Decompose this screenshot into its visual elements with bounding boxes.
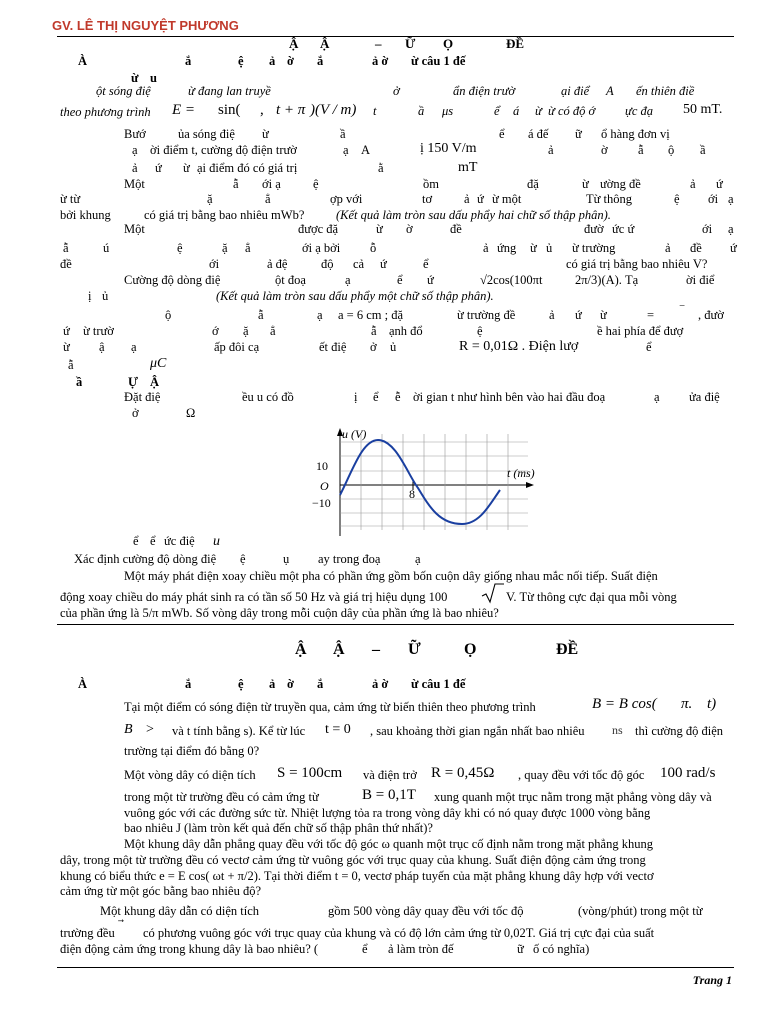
title-fragment: ĐỀ bbox=[556, 641, 579, 658]
text-fragment: R = 0,45Ω bbox=[431, 765, 495, 781]
origin-label: O bbox=[320, 479, 329, 493]
text-fragment: ạ bbox=[345, 273, 351, 287]
tick-label-10: 10 bbox=[316, 459, 328, 473]
instruction-fragment: ừ câu 1 đế bbox=[411, 677, 466, 691]
text-fragment: ẫ bbox=[68, 358, 74, 372]
text-fragment: Bướ bbox=[124, 127, 146, 141]
teacher-name-header: GV. LÊ THỊ NGUYỆT PHƯƠNG bbox=[52, 18, 239, 33]
text-fragment: đề bbox=[690, 241, 702, 255]
instruction-fragment: ắ bbox=[317, 677, 324, 691]
text-fragment: ới ạ bởi bbox=[302, 241, 341, 255]
header-rule bbox=[57, 36, 734, 37]
title-fragment: Ọ bbox=[443, 36, 454, 51]
text-fragment: ạ bbox=[728, 192, 734, 206]
text-fragment: ể bbox=[494, 104, 500, 118]
text-fragment: B = 0,1T bbox=[362, 787, 416, 803]
text-fragment: điện động cảm ứng trong khung dây là bao nhiêu? ( bbox=[60, 942, 319, 956]
text-fragment: ừ bbox=[183, 161, 190, 175]
text-fragment: μC bbox=[150, 356, 167, 371]
text-fragment: B = B cos( bbox=[592, 696, 657, 712]
text-fragment: ạ bbox=[317, 308, 323, 322]
text-fragment: ừ trường đề bbox=[457, 308, 516, 322]
title-fragment: Ậ bbox=[295, 641, 307, 658]
text-fragment: ừ có độ ớ bbox=[548, 104, 596, 118]
text-fragment: ứng bbox=[497, 241, 517, 255]
text-fragment: ại điểm đó có giá trị bbox=[197, 161, 298, 175]
text-fragment: π. bbox=[681, 696, 693, 712]
text-fragment: ể bbox=[133, 534, 139, 548]
subhead-fragment: ầ bbox=[76, 375, 83, 389]
text-fragment: đườ bbox=[584, 222, 604, 236]
instruction-fragment: ả bbox=[269, 54, 276, 68]
text-fragment: ứ bbox=[427, 273, 434, 287]
instruction-fragment: ả ờ bbox=[372, 677, 389, 691]
text-fragment: gồm 500 vòng dây quay đều với tốc độ bbox=[328, 904, 524, 918]
sqrt-symbol-icon bbox=[481, 582, 505, 604]
text-fragment: á bbox=[513, 104, 520, 118]
instruction-fragment: ệ bbox=[238, 54, 244, 68]
text-fragment: ậ bbox=[99, 340, 105, 354]
text-fragment: ứ bbox=[730, 241, 737, 255]
title-fragment: – bbox=[375, 36, 382, 51]
text-fragment: và t tính bằng s). Kể từ lúc bbox=[172, 724, 306, 738]
instruction-fragment: ả ờ bbox=[372, 54, 389, 68]
text-fragment: ứ bbox=[380, 257, 387, 271]
text-fragment: ữ bbox=[575, 127, 582, 141]
text-fragment: 50 mT. bbox=[683, 102, 723, 117]
text-fragment: , đườ bbox=[698, 308, 724, 322]
text-fragment: ề hai phía để đượ bbox=[597, 324, 684, 338]
text-fragment: ợp với bbox=[330, 192, 363, 206]
text-fragment: ể bbox=[150, 534, 156, 548]
text-fragment: ức ứ bbox=[612, 222, 635, 236]
text-fragment: ủ bbox=[546, 241, 553, 255]
text-fragment: ại điể bbox=[561, 84, 590, 98]
instruction-fragment: ờ bbox=[287, 677, 294, 691]
text-fragment: , bbox=[260, 102, 264, 118]
text-fragment: (Kết quả làm tròn sau dấu phẩy một chữ số thập phân). bbox=[216, 289, 494, 303]
instruction-fragment: ả bbox=[269, 677, 276, 691]
text-fragment: ừ từ bbox=[60, 192, 81, 206]
text-fragment: (vòng/phút) trong một từ bbox=[578, 904, 703, 918]
text-fragment: ức điệ bbox=[164, 534, 195, 548]
text-fragment: ầ bbox=[418, 104, 425, 118]
text-fragment: B bbox=[124, 722, 133, 737]
text-line: động xoay chiều do máy phát sinh ra có tần số 50 Hz và giá trị hiệu dụng 100 bbox=[60, 590, 448, 604]
text-fragment: ấp đôi cạ bbox=[214, 340, 260, 354]
title-fragment: Ữ bbox=[408, 641, 421, 658]
text-fragment: ừ bbox=[131, 71, 139, 85]
text-line: của phần ứng là 5/π mWb. Số vòng dây trong mỗi cuộn dây của phần ứng là bao nhiêu? bbox=[60, 606, 499, 620]
text-fragment: ở bbox=[132, 406, 139, 420]
text-fragment: ồm bbox=[423, 177, 439, 191]
instruction-fragment: ệ bbox=[238, 677, 244, 691]
title-fragment: Ọ bbox=[464, 641, 477, 658]
text-fragment: ả đệ bbox=[267, 257, 288, 271]
text-fragment: ể bbox=[362, 942, 368, 956]
text-line: Một khung dây dẫn phẳng quay đều với tốc độ góc ω quanh một trục cố định nằm trong mặt phẳng khung bbox=[124, 837, 653, 851]
text-fragment: ừ bbox=[600, 308, 607, 322]
text-fragment: ặ bbox=[207, 192, 213, 206]
instruction-fragment: À bbox=[78, 54, 88, 68]
text-line: dây, trong một từ trường đều có vectơ cảm ứng từ vuông góc với trục quay của khung. Suất điện động cảm ứng trong bbox=[60, 853, 646, 867]
text-fragment: ả làm tròn đế bbox=[388, 942, 454, 956]
text-fragment: ủa sóng điệ bbox=[178, 127, 235, 141]
text-fragment: Một vòng dây có diện tích bbox=[124, 768, 256, 782]
text-fragment: đề bbox=[60, 257, 72, 271]
x-axis-label: t (ms) bbox=[507, 466, 535, 480]
text-fragment: Cường độ dòng điệ bbox=[124, 273, 221, 287]
text-fragment: ừ bbox=[530, 241, 537, 255]
text-fragment: ns bbox=[612, 723, 623, 737]
text-fragment: ở bbox=[370, 340, 377, 354]
text-fragment: ị bbox=[88, 289, 92, 303]
text-fragment: t + π bbox=[276, 102, 306, 118]
text-fragment: ú bbox=[103, 241, 110, 255]
text-line: cảm ứng từ một góc bằng bao nhiêu độ? bbox=[60, 884, 262, 898]
title-fragment: – bbox=[372, 641, 380, 658]
text-fragment: ết điệ bbox=[319, 340, 347, 354]
tick-label-8: 8 bbox=[409, 487, 415, 501]
text-fragment: ạ bbox=[415, 552, 421, 566]
text-fragment: > bbox=[146, 722, 154, 737]
text-fragment: R = 0,01Ω . Điện lượ bbox=[459, 339, 579, 354]
text-fragment: ả bbox=[690, 177, 696, 191]
grid bbox=[340, 434, 528, 530]
text-fragment: ời điể bbox=[686, 273, 715, 287]
text-fragment: u bbox=[213, 534, 220, 549]
text-fragment: ừ bbox=[535, 104, 542, 118]
text-fragment: ến thiên điề bbox=[636, 84, 695, 98]
text-fragment: ạ bbox=[132, 143, 138, 157]
subhead-fragment: Ậ bbox=[150, 375, 160, 389]
text-fragment: ị bbox=[354, 390, 358, 404]
subhead-fragment: Ự bbox=[128, 375, 138, 389]
text-fragment: ệ bbox=[177, 241, 183, 255]
text-fragment: theo phương trình bbox=[60, 105, 151, 119]
text-fragment: Một bbox=[124, 177, 145, 191]
text-fragment: ệ bbox=[313, 177, 319, 191]
text-fragment: ờ bbox=[601, 143, 608, 157]
instruction-fragment: ừ câu 1 đế bbox=[411, 54, 466, 68]
text-fragment: ay trong đoạ bbox=[318, 552, 381, 566]
instruction-fragment: ờ bbox=[287, 54, 294, 68]
x-axis-arrow bbox=[526, 482, 534, 488]
text-line: V. Từ thông cực đại qua mỗi vòng bbox=[506, 590, 677, 604]
text-fragment: ặ bbox=[243, 324, 249, 338]
text-fragment: ới bbox=[209, 257, 220, 271]
text-fragment: ầ bbox=[700, 143, 706, 157]
text-fragment: S = 100cm bbox=[277, 765, 343, 781]
text-fragment: ủ bbox=[102, 289, 109, 303]
text-fragment: ột sóng điệ bbox=[96, 84, 151, 98]
text-fragment: ẫ bbox=[233, 177, 239, 191]
text-fragment: ừ bbox=[376, 222, 383, 236]
tick-label-minus-10: −10 bbox=[312, 496, 331, 510]
text-fragment: ả bbox=[549, 308, 555, 322]
text-fragment: u bbox=[150, 71, 157, 85]
instruction-fragment: ắ bbox=[185, 54, 192, 68]
text-fragment: đặ bbox=[527, 177, 539, 191]
text-fragment: sin( bbox=[218, 102, 241, 118]
text-fragment: ừ trườ bbox=[83, 324, 114, 338]
footer-rule bbox=[57, 967, 734, 968]
text-fragment: có giá trị bằng bao nhiêu V? bbox=[566, 257, 708, 271]
instruction-fragment: À bbox=[78, 677, 88, 691]
text-fragment: ừ bbox=[262, 127, 269, 141]
text-fragment: ộ bbox=[165, 308, 172, 322]
text-fragment: ở bbox=[393, 84, 400, 98]
text-fragment: Một bbox=[124, 222, 145, 236]
text-fragment: cả bbox=[353, 257, 365, 271]
y-axis-label: u (V) bbox=[342, 427, 367, 441]
text-fragment: đề bbox=[450, 222, 462, 236]
text-fragment: trường đều bbox=[60, 926, 115, 940]
voltage-time-graph bbox=[300, 420, 540, 538]
text-fragment: 2π/3)(A). Tạ bbox=[575, 273, 639, 287]
text-fragment: t = 0 bbox=[325, 722, 351, 737]
text-fragment: mT bbox=[458, 160, 478, 175]
text-fragment: ẫ bbox=[371, 324, 377, 338]
text-fragment: ạ bbox=[654, 390, 660, 404]
text-fragment: = bbox=[647, 308, 655, 322]
text-fragment: ‾ bbox=[680, 304, 685, 318]
text-fragment: A bbox=[606, 84, 614, 98]
title-fragment: Ậ bbox=[333, 641, 345, 658]
section-divider bbox=[57, 624, 734, 625]
text-fragment: ột đoạ bbox=[275, 273, 306, 287]
text-fragment: ị 150 V/m bbox=[420, 141, 477, 156]
text-fragment: ới bbox=[708, 192, 719, 206]
text-fragment: ứ bbox=[575, 308, 582, 322]
text-fragment: ửa điệ bbox=[689, 390, 720, 404]
text-fragment: Tại một điểm có sóng điện từ truyền qua, cảm ứng từ biến thiên theo phương trình bbox=[124, 700, 536, 714]
text-fragment: ủ bbox=[390, 340, 397, 354]
text-fragment: vuông góc với các đường sức từ. Nhiệt lượng tỏa ra trong vòng dây khi có nó quay được 1000 vòng bằng bbox=[124, 806, 651, 820]
text-fragment: ể bbox=[397, 273, 403, 287]
text-fragment: bao nhiêu J (làm tròn kết quả đến chữ số thập phân thứ nhất)? bbox=[124, 821, 433, 835]
text-fragment: có phương vuông góc với trục quay của khung và có độ lớn cảm ứng từ 0,02T. Giá trị cực đại của suất bbox=[143, 926, 655, 940]
text-fragment: Đặt điệ bbox=[124, 390, 161, 404]
text-fragment: ừ trường bbox=[572, 241, 616, 255]
text-fragment: ệ bbox=[240, 552, 246, 566]
text-fragment: ạ bbox=[343, 143, 349, 157]
text-fragment: á đế bbox=[528, 127, 549, 141]
text-fragment: ẫ bbox=[638, 143, 644, 157]
text-fragment: ễ bbox=[395, 390, 401, 404]
text-fragment: thì cường độ điện bbox=[635, 724, 724, 738]
text-fragment: ằ bbox=[378, 161, 384, 175]
text-fragment: trong một từ trường đều có cảm ứng từ bbox=[124, 790, 319, 804]
text-fragment: ường đề bbox=[600, 177, 641, 191]
voltage-sine-curve bbox=[340, 440, 500, 524]
text-fragment: được đặ bbox=[298, 222, 339, 236]
text-fragment: ẳ bbox=[245, 241, 251, 255]
text-fragment: A bbox=[361, 143, 371, 157]
text-fragment: ời gian t như hình bên vào hai đầu đoạ bbox=[413, 390, 606, 404]
text-fragment: ạ bbox=[131, 340, 137, 354]
text-fragment: Xác định cường độ dòng điệ bbox=[74, 552, 217, 566]
text-fragment: t) bbox=[707, 696, 717, 712]
text-fragment: ẫ bbox=[258, 308, 264, 322]
text-fragment: ẩn điện trườ bbox=[453, 84, 516, 98]
text-line: Một máy phát điện xoay chiều một pha có phần ứng gồm bốn cuộn dây giống nhau mắc nối tiếp. Suất điện bbox=[124, 569, 658, 583]
text-fragment: √2cos(100πt bbox=[480, 273, 543, 287]
text-line: khung có biểu thức e = E cos( ωt + π/2). Tại thời điểm t = 0, vectơ pháp tuyến của mặt phẳng khung dây hợp với vectơ bbox=[60, 869, 654, 883]
text-fragment: ực đạ bbox=[625, 104, 653, 118]
instruction-fragment: ắ bbox=[317, 54, 324, 68]
text-fragment: ả bbox=[483, 241, 489, 255]
text-fragment: ụ bbox=[283, 552, 290, 566]
text-fragment: ệ bbox=[477, 324, 483, 338]
text-fragment: ả bbox=[548, 143, 554, 157]
text-fragment: ừ đang lan truyề bbox=[188, 84, 271, 98]
text-fragment: ố có nghĩa) bbox=[533, 942, 590, 956]
title-fragment: ĐỀ bbox=[506, 36, 525, 51]
text-fragment: ều u có đồ bbox=[242, 390, 294, 404]
text-fragment: ừ một bbox=[492, 192, 522, 206]
instruction-fragment: ắ bbox=[185, 677, 192, 691]
text-fragment: μs bbox=[442, 104, 454, 118]
text-fragment: Từ thông bbox=[586, 192, 633, 206]
text-fragment: ỗ bbox=[370, 241, 377, 255]
text-fragment: ớ bbox=[212, 324, 219, 338]
text-fragment: ữ bbox=[517, 942, 524, 956]
text-fragment: độ bbox=[321, 257, 334, 271]
text-fragment: ới bbox=[702, 222, 713, 236]
text-fragment: 100 rad/s bbox=[660, 765, 716, 781]
text-fragment: , sau khoảng thời gian ngắn nhất bao nhiêu bbox=[370, 724, 585, 738]
text-fragment: ừ bbox=[582, 177, 589, 191]
text-fragment: ả bbox=[665, 241, 671, 255]
text-fragment: ổ hàng đơn vị bbox=[601, 127, 670, 141]
text-fragment: )(V / m) bbox=[310, 102, 357, 118]
text-fragment: tơ bbox=[422, 192, 433, 206]
text-fragment: a = 6 cm ; đặ bbox=[338, 308, 404, 322]
text-fragment: ờ bbox=[406, 222, 413, 236]
text-fragment: ể bbox=[499, 127, 505, 141]
text-fragment: xung quanh một trục nằm trong mặt phẳng vòng dây và bbox=[434, 790, 712, 804]
text-fragment: trường tại điểm đó bằng 0? bbox=[124, 744, 260, 758]
text-fragment: ạnh đổ bbox=[389, 324, 423, 338]
text-fragment: ời điểm t, cường độ điện trườ bbox=[150, 143, 297, 157]
text-fragment: ả bbox=[464, 192, 470, 206]
text-fragment: Một khung dây dẫn có diện tích bbox=[100, 904, 259, 918]
text-fragment: Ω bbox=[186, 406, 196, 420]
text-fragment: và điện trở bbox=[363, 768, 417, 782]
text-fragment: ể bbox=[646, 340, 652, 354]
text-fragment: có giá trị bằng bao nhiêu mWb? bbox=[144, 208, 305, 222]
title-fragment: Ậ bbox=[320, 36, 330, 51]
text-fragment: ẳ bbox=[270, 324, 276, 338]
text-fragment: ộ bbox=[668, 143, 675, 157]
text-fragment: ẳ bbox=[265, 192, 271, 206]
title-fragment: Ậ bbox=[289, 36, 299, 51]
page-number: Trang 1 bbox=[692, 973, 732, 987]
text-fragment: bởi khung bbox=[60, 208, 111, 222]
text-fragment: (Kết quả làm tròn sau dấu phẩy hai chữ số thập phân). bbox=[336, 208, 611, 222]
text-fragment: ới ạ bbox=[262, 177, 281, 191]
text-fragment: ẫ bbox=[63, 241, 69, 255]
text-fragment: , quay đều với tốc độ góc bbox=[518, 768, 645, 782]
text-fragment: ứ bbox=[155, 161, 162, 175]
text-fragment: ạ bbox=[728, 222, 734, 236]
text-fragment: E = bbox=[172, 102, 196, 118]
text-fragment: ặ bbox=[222, 241, 228, 255]
text-fragment: ệ bbox=[674, 192, 680, 206]
text-fragment: ứ bbox=[477, 192, 484, 206]
text-fragment: ứ bbox=[716, 177, 723, 191]
text-fragment: t bbox=[373, 104, 377, 118]
text-fragment: ầ bbox=[340, 127, 346, 141]
text-fragment: ể bbox=[373, 390, 379, 404]
title-fragment: Ữ bbox=[405, 36, 416, 51]
text-fragment: ể bbox=[423, 257, 429, 271]
text-fragment: ứ bbox=[63, 324, 70, 338]
text-fragment: ả bbox=[132, 161, 138, 175]
text-fragment: ừ bbox=[63, 340, 70, 354]
